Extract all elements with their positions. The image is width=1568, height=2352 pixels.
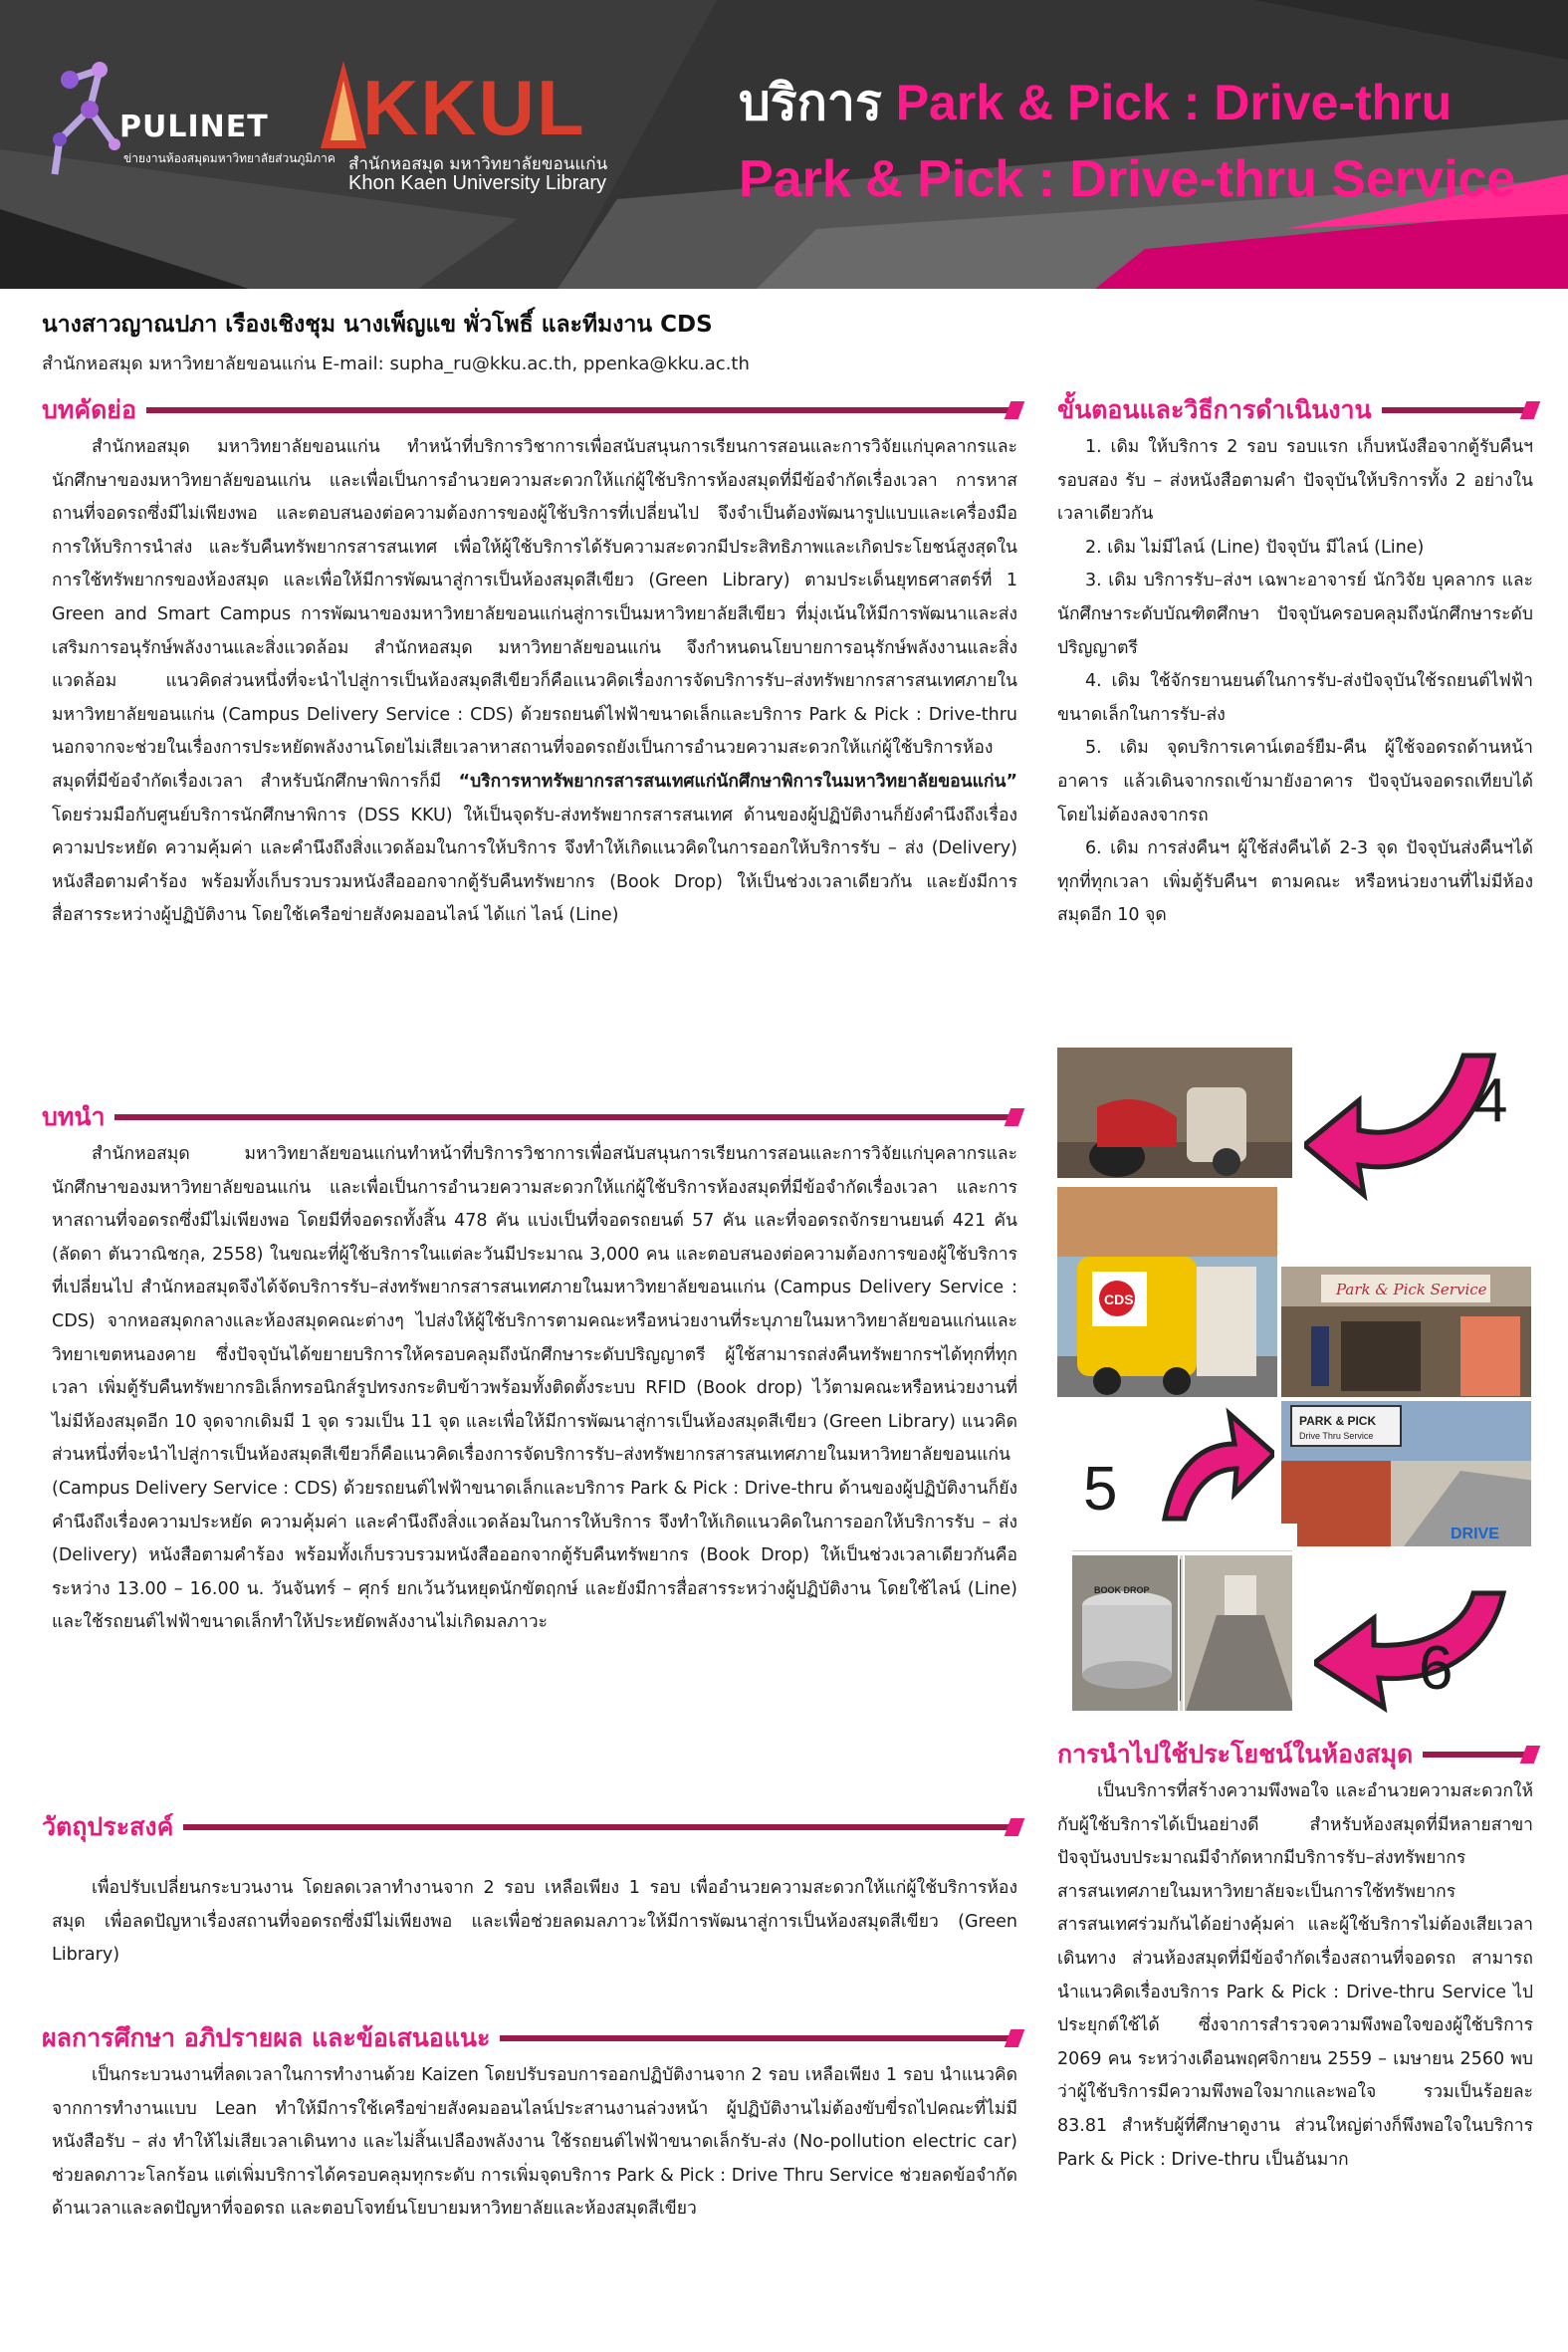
spacer <box>1070 1713 1074 1717</box>
electric-car-photo <box>1055 1185 1279 1399</box>
drive-road-text: DRIVE <box>1451 1526 1499 1542</box>
intro-section <box>42 1100 1017 1640</box>
pulinet-logo <box>40 50 336 219</box>
results-section <box>42 2021 1017 2227</box>
step-number-4: 4 <box>1473 1066 1508 1135</box>
procedure-heading <box>1057 393 1533 427</box>
service-sign-label: Park & Pick Service <box>1336 1281 1487 1298</box>
procedure-steps <box>1057 431 1533 933</box>
heading-rule <box>1382 407 1533 413</box>
step-number-5: 5 <box>1083 1455 1118 1524</box>
procedure-step: 4. เดิม ใช้จักรยานยนต์ในการรับ-ส่งปัจจุบันใช้รถยนต์ไฟฟ้าขนาดเล็กในการรับ-ส่ง <box>1057 671 1533 725</box>
abstract-text-b: โดยร่วมมือกับศูนย์บริการนักศึกษาพิการ (DSS KKU) ให้เป็นจุดรับ-ส่งทรัพยากรสารสนเทศ ด้านของผู้ปฏิบัติงานก็ยังคำนึงถึงเรื่องความประหยัด ความคุ้มค่า และคำนึงถึงสิ่งแวดล้อมในการให้บริการ จึงทำให้เกิดแนวคิดในการออกให้บริการรับ – ส่ง (Delivery) หนังสือตามคำร้อง พร้อมทั้งเก็บรวบรวมหนังสือออกจากตู้รับคืนทรัพยากร (Book Drop) ให้เป็นช่วงเวลาเดียวกัน และยังมีการสื่อสารระหว่างผู้ปฏิบัติงาน โดยใช้เครือข่ายสังคมออนไลน์ ได้แก่ ไลน์ (Line) <box>52 805 1017 926</box>
poster-header <box>0 0 1568 289</box>
results-title: ผลการศึกษา อภิปรายผล และข้อเสนอแนะ <box>42 2023 491 2052</box>
arrow-6-icon <box>1314 1583 1513 1733</box>
cds-label: CDS <box>1104 1292 1134 1307</box>
procedure-step: 5. เดิม จุดบริการเคาน์เตอร์ยืม-คืน ผู้ใช้จอดรถด้านหน้าอาคาร แล้วเดินจากรถเข้ามายังอาคาร ปัจจุบันจอดรถเทียบได้ โดยไม่ต้องลงจากรถ <box>1057 738 1533 825</box>
intro-text: สำนักหอสมุด มหาวิทยาลัยขอนแก่นทำหน้าที่บริการวิชาการเพื่อสนับสนุนการเรียนการสอนและการวิจัยแก่บุคลากรและนักศึกษาของมหาวิทยาลัยขอนแก่น และเพื่อเป็นการอำนวยความสะดวกให้แก่ผู้ใช้บริการห้องสมุดที่มีข้อจำกัดเรื่องเวลา และการหาสถานที่จอดรถซึ่งมีไม่เพียงพอ โดยมีที่จอดรถทั้งสิ้น 478 คัน แบ่งเป็นที่จอดรถยนต์ 57 คัน และที่จอดรถจักรยานยนต์ 421 คัน (ลัดดา ตันวาณิชกุล, 2558) ในขณะที่ผู้ใช้บริการในแต่ละวันมีประมาณ 3,000 คน และตอบสนองต่อความต้องการของผู้ใช้บริการที่เปลี่ยนไป สำนักหอสมุดจึงได้จัดบริการรับ–ส่งทรัพยากรสารสนเทศภายในมหาวิทยาลัยขอนแก่น (Campus Delivery Service : CDS) จากหอสมุดกลางและห้องสมุดคณะต่างๆ ไปส่งให้ผู้ใช้บริการตามคณะหรือหน่วยงานที่ระบุภายในมหาวิทยาลัยขอนแก่นและวิทยาเขตหนองคาย ซึ่งปัจจุบันได้ขยายบริการให้ครอบคลุมถึงนักศึกษาระดับปริญญาตรี ผู้ใช้สามารถส่งคืนทรัพยากรฯได้ทุกที่ทุกเวลา เพิ่มตู้รับคืนทรัพยากรอิเล็กทรอนิกส์รูปทรงกระติบข้าวพร้อมทั้งติดตั้งระบบ RFID (Book drop) ไว้ตามคณะหรือหน่วยงานที่ไม่มีห้องสมุดอีก 10 จุดจากเดิมมี 1 จุด รวมเป็น 11 จุด และเพื่อให้มีการพัฒนาสู่การเป็นห้องสมุดสีเขียว (Green Library) แนวคิดส่วนหนึ่งที่จะนำไปสู่การเป็นห้องสมุดสีเขียวก็คือแนวคิดเรื่องการจัดบริการรับ–ส่งทรัพยากรสารสนเทศภายในมหาวิทยาลัยขอนแก่น (Campus Delivery Service : CDS) ด้วยรถยนต์ไฟฟ้าขนาดเล็กและบริการ Park & Pick : Drive-thru ด้านของผู้ปฏิบัติงานก็ยังคำนึงถึงเรื่องความประหยัด ความคุ้มค่า และคำนึงถึงสิ่งแวดล้อมในการให้บริการ จึงทำให้เกิดแนวคิดในการออกให้บริการรับ – ส่ง (Delivery) หนังสือตามคำร้อง พร้อมทั้งเก็บรวบรวมหนังสือออกจากตู้รับคืนทรัพยากร (Book Drop) ให้เป็นช่วงเวลาเดียวกันคือระหว่าง 13.00 – 16.00 น. วันจันทร์ – ศุกร์ ยกเว้นวันหยุดนักขัตฤกษ์ และยังมีการสื่อสารระหว่างผู้ปฏิบัติงาน โดยใช้ไลน์ (Line) และใช้รถยนต์ไฟฟ้าขนาดเล็กทำให้ประหยัดพลังงานไม่เกิดมลภาวะ <box>52 1144 1017 1633</box>
park-pick-board-sub: Drive Thru Service <box>1299 1431 1374 1441</box>
heading-rule <box>114 1114 1017 1120</box>
heading-rule <box>146 407 1017 413</box>
abstract-title: บทคัดย่อ <box>42 395 136 424</box>
drive-thru-lane-photo <box>1279 1399 1533 1548</box>
spacer <box>1055 1548 1059 1552</box>
objective-heading <box>42 1810 1017 1844</box>
results-text: เป็นกระบวนงานที่ลดเวลาในการทำงานด้วย Kaizen โดยปรับรอบการออกปฏิบัติงานจาก 2 รอบ เหลือเพียง 1 รอบ นำแนวคิดจากการทำงานแบบ Lean ทำให้มีการใช้เครือข่ายสังคมออนไลน์ประสานงานล่วงหน้า ผู้ปฏิบัติงานไม่ต้องขับขี่รถไปคณะที่ไม่มีหนังสือรับ – ส่ง ทำให้ไม่เสียเวลาเดินทาง และไม่สิ้นเปลืองพลังงาน ใช้รถยนต์ไฟฟ้าขนาดเล็กรับ-ส่ง (No-pollution electric car) ช่วยลดภาวะโลกร้อน แต่เพิ่มบริการได้ครอบคลุมทุกระดับ การเพิ่มจุดบริการ Park & Pick : Drive Thru Service ช่วยลดข้อจำกัดด้านเวลาและลดปัญหาที่จอดรถ และตอบโจทย์นโยบายมหาวิทยาลัยและห้องสมุดสีเขียว <box>52 2065 1017 2220</box>
heading-rule <box>1423 1752 1533 1758</box>
kkul-logo <box>338 55 627 219</box>
pulinet-subtitle: ข่ายงานห้องสมุดมหาวิทยาลัยส่วนภูมิภาค <box>123 151 336 165</box>
title-line-1-pink: Park & Pick : Drive-thru <box>895 75 1453 130</box>
authors: นางสาวญาณปภา เรืองเชิงชุม นางเพ็ญแข พั่วโพธิ์ และทีมงาน CDS <box>42 312 713 338</box>
procedure-step: 1. เดิม ให้บริการ 2 รอบ รอบแรก เก็บหนังสือจากตู้รับคืนฯ รอบสอง รับ – ส่งหนังสือตามคำ ปัจจุบันให้บริการทั้ง 2 อย่างในเวลาเดียวกัน <box>1057 437 1533 525</box>
pulinet-mark-icon <box>40 50 129 189</box>
objective-title: วัตถุประสงค์ <box>42 1812 174 1841</box>
abstract-heading <box>42 393 1017 427</box>
abstract-text <box>42 431 1017 933</box>
spacer <box>1055 1404 1059 1408</box>
kkul-subtitle-en: Khon Kaen University Library <box>348 172 607 194</box>
intro-title: บทนำ <box>42 1102 106 1131</box>
round-book-drop-photo <box>1070 1553 1180 1713</box>
kkul-subtitle-th: สำนักหอสมุด มหาวิทยาลัยขอนแก่น <box>348 154 608 174</box>
application-section <box>1057 1738 1533 2177</box>
affiliation: สำนักหอสมุด มหาวิทยาลัยขอนแก่น E-mail: supha_ru@kku.ac.th, ppenka@kku.ac.th <box>42 353 750 374</box>
abstract-text-a: สำนักหอสมุด มหาวิทยาลัยขอนแก่น ทำหน้าที่บริการวิชาการเพื่อสนับสนุนการเรียนการสอนและการวิจัยแก่บุคลากรและนักศึกษาของมหาวิทยาลัยขอนแก่น และเพื่อเป็นการอำนวยความสะดวกให้แก่ผู้ใช้บริการห้องสมุดที่มีข้อจำกัดเรื่องเวลา การหาสถานที่จอดรถซึ่งมีไม่เพียงพอ และตอบสนองต่อความต้องการของผู้ใช้บริการที่เปลี่ยนไป จึงจำเป็นต้องพัฒนารูปแบบและเครื่องมือการให้บริการนำส่ง และรับคืนทรัพยากรสารสนเทศ เพื่อให้ผู้ใช้บริการได้รับความสะดวกมีประสิทธิภาพและเกิดประโยชน์สูงสุดในการใช้ทรัพยากรของห้องสมุด และเพื่อให้มีการพัฒนาสู่การเป็นห้องสมุดสีเขียว (Green Library) ตามประเด็นยุทธศาสตร์ที่ 1 Green and Smart Campus การพัฒนาของมหาวิทยาลัยขอนแก่นสู่การเป็นมหาวิทยาลัยสีเขียว ที่มุ่งเน้นให้มีการพัฒนาและส่งเสริมการอนุรักษ์พลังงานและสิ่งแวดล้อม สำนักหอสมุด มหาวิทยาลัยขอนแก่น จึงกำหนดนโยบายการอนุรักษ์พลังงานและสิ่งแวดล้อม แนวคิดส่วนหนึ่งที่จะนำไปสู่การเป็นห้องสมุดสีเขียวก็คือแนวคิดเรื่องการจัดบริการรับ–ส่งทรัพยากรสารสนเทศภายในมหาวิทยาลัยขอนแก่น (Campus Delivery Service : CDS) ด้วยรถยนต์ไฟฟ้าขนาดเล็กและบริการ Park & Pick : Drive-thru นอกจากจะช่วยในเรื่องการประหยัดพลังงานโดยไม่เสียเวลาหาสถานที่จอดรถยังเป็นการอำนวยความสะดวกให้แก่ผู้ใช้บริการห้องสมุดที่มีข้อจำกัดเรื่องเวลา สำหรับนักศึกษาพิการก็มี <box>52 437 1017 792</box>
kkul-emblem-icon <box>319 61 368 150</box>
book-drop-label: BOOK DROP <box>1094 1585 1150 1595</box>
procedure-section <box>1057 393 1533 933</box>
motorbike-photo <box>1055 1046 1294 1180</box>
service-sign-photo <box>1279 1265 1533 1399</box>
title-line-2: Park & Pick : Drive-thru Service <box>739 150 1516 208</box>
intro-heading <box>42 1100 1017 1134</box>
results-heading <box>42 2021 1017 2055</box>
application-text: เป็นบริการที่สร้างความพึงพอใจ และอำนวยความสะดวกให้กับผู้ใช้บริการได้เป็นอย่างดี สำหรับห้องสมุดที่มีหลายสาขาปัจจุบันงบประมาณมีจำกัดหากมีบริการรับ–ส่งทรัพยากรสารสนเทศภายในมหาวิทยาลัยจะเป็นการใช้ทรัพยากรสารสนเทศร่วมกันได้อย่างคุ้มค่า และผู้ใช้บริการไม่ต้องเสียเวลาเดินทาง ส่วนห้องสมุดที่มีข้อจำกัดเรื่องสถานที่จอดรถ สามารถนำแนวคิดเรื่องบริการ Park & Pick : Drive-thru Service ไปประยุกต์ใช้ได้ ซึ่งจาการสำรวจความพึงพอใจของผู้ใช้บริการ 2069 คน ระหว่างเดือนพฤศจิกายน 2559 – เมษายน 2560 พบว่าผู้ใช้บริการมีความพึงพอใจมากและพอใจ รวมเป็นร้อยละ 83.81 สำหรับผู้ที่ศึกษาดูงาน ส่วนใหญ่ต่างก็พึงพอใจในบริการ Park & Pick : Drive-thru เป็นอันมาก <box>1057 1781 1533 2170</box>
procedure-step: 6. เดิม การส่งคืนฯ ผู้ใช้ส่งคืนได้ 2-3 จุด ปัจจุบันส่งคืนฯได้ทุกที่ทุกเวลา เพิ่มตู้รับคืนฯ ตามคณะ หรือหน่วยงานที่ไม่มีห้องสมุดอีก 10 จุด <box>1057 838 1533 926</box>
application-title: การนำไปใช้ประโยชน์ในห้องสมุด <box>1057 1740 1414 1768</box>
step-number-6: 6 <box>1419 1634 1454 1703</box>
abstract-section <box>42 393 1017 933</box>
title-line-1 <box>739 75 1545 130</box>
procedure-title: ขั้นตอนและวิธีการดำเนินงาน <box>1057 395 1372 424</box>
objective-section <box>42 1810 1017 1973</box>
corridor-photo <box>1183 1553 1294 1713</box>
arrow-5-icon <box>1155 1404 1274 1533</box>
spacer <box>1055 1524 1059 1528</box>
procedure-step: 2. เดิม ไม่มีไลน์ (Line) ปัจจุบัน มีไลน์ (Line) <box>1085 537 1425 558</box>
heading-rule <box>183 1824 1017 1830</box>
title-line-1-white: บริการ <box>739 75 896 130</box>
procedure-step: 3. เดิม บริการรับ–ส่งฯ เฉพาะอาจารย์ นักวิจัย บุคลากร และนักศึกษาระดับบัณฑิตศึกษา ปัจจุบันครอบคลุมถึงนักศึกษาระดับปริญญาตรี <box>1057 571 1533 658</box>
poster-title <box>739 75 1545 208</box>
heading-rule <box>500 2035 1017 2041</box>
kkul-name: KKUL <box>362 64 586 151</box>
application-heading <box>1057 1738 1533 1771</box>
park-pick-board-title: PARK & PICK <box>1299 1414 1377 1428</box>
abstract-text-bold: “บริการหาทรัพยากรสารสนเทศแก่นักศึกษาพิการในมหาวิทยาลัยขอนแก่น” <box>458 771 1017 792</box>
objective-text: เพื่อปรับเปลี่ยนกระบวนงาน โดยลดเวลาทำงานจาก 2 รอบ เหลือเพียง 1 รอบ เพื่ออำนวยความสะดวกให้แก่ผู้ใช้บริการห้องสมุด เพื่อลดปัญหาเรื่องสถานที่จอดรถซึ่งมีไม่เพียงพอ และเพื่อช่วยลดมลภาวะให้มีการพัฒนาสู่การเป็นห้องสมุดสีเขียว (Green Library) <box>52 1878 1017 1966</box>
pulinet-name: PULINET <box>119 110 269 144</box>
